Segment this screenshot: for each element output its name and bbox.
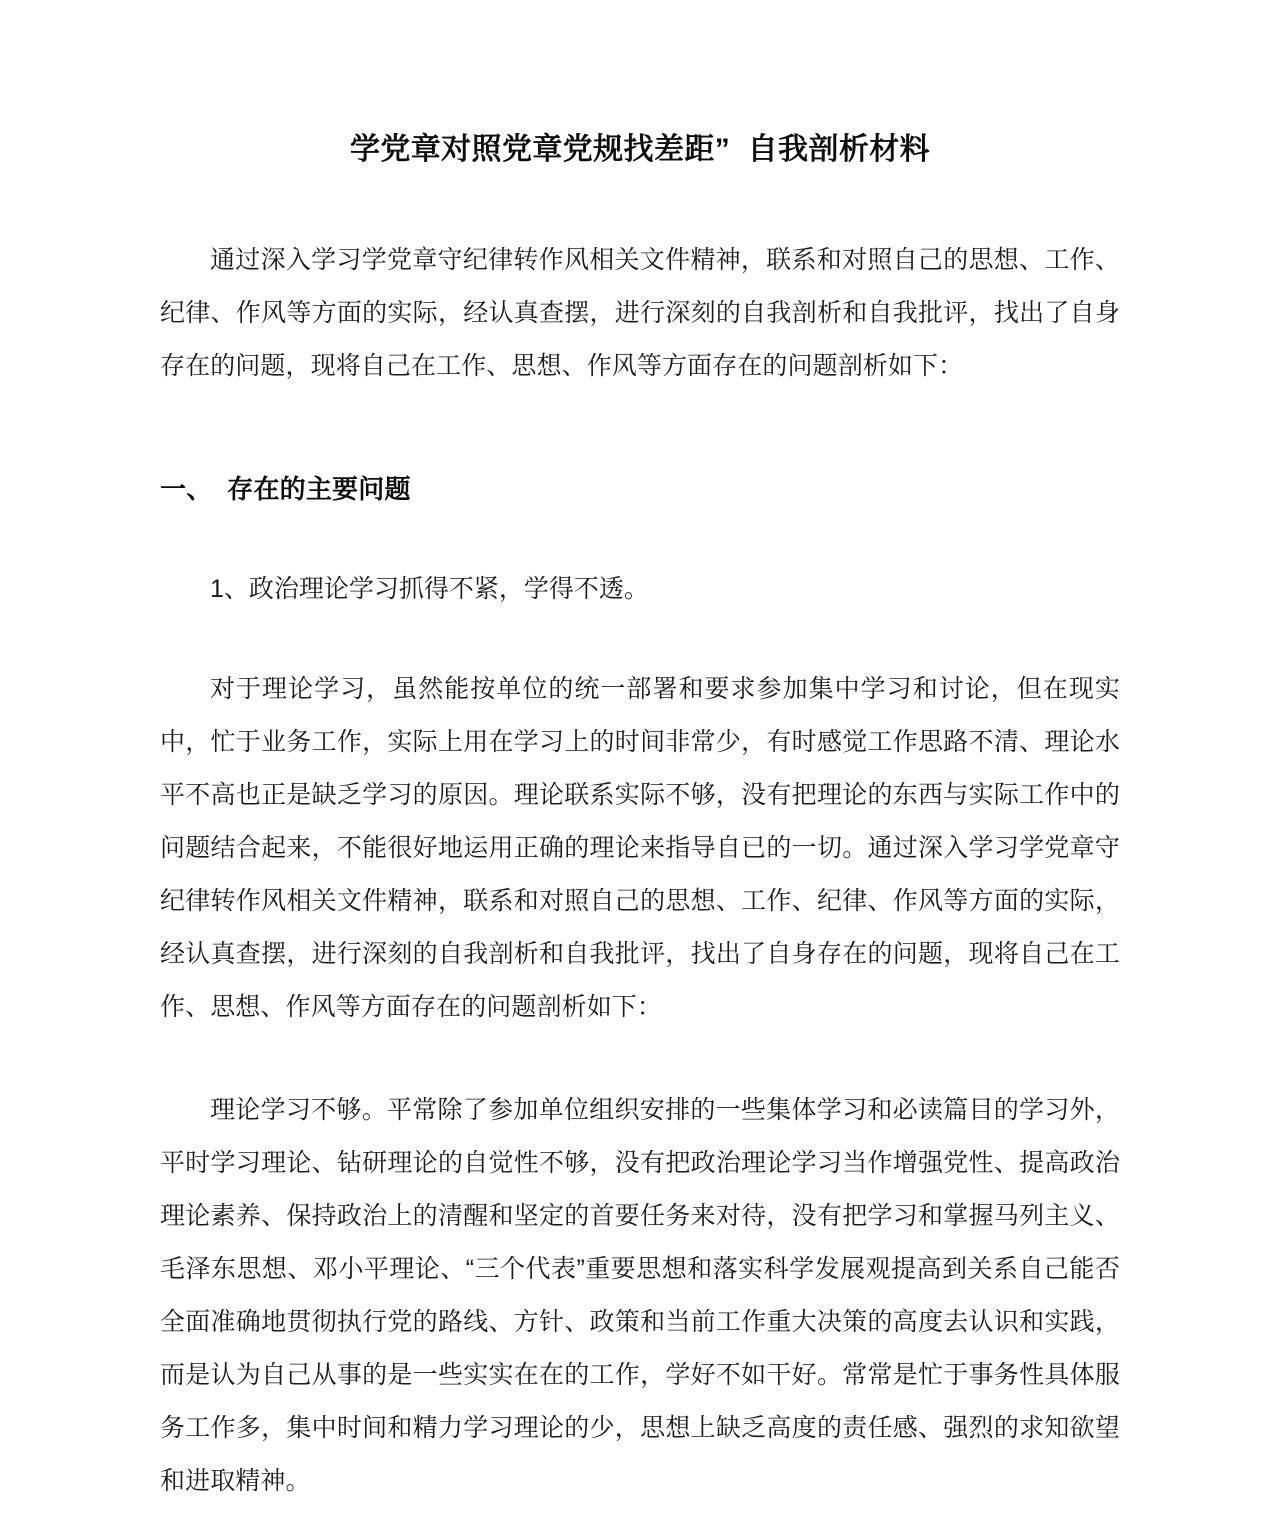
body-paragraph-1: 对于理论学习，虽然能按单位的统一部署和要求参加集中学习和讨论，但在现实中，忙于业务工作，实际上用在学习上的时间非常少，有时感觉工作思路不清、理论水平不高也正是缺乏学习的原因。理论联系实际不够，没有把理论的东西与实际工作中的问题结合起来，不能很好地运用正确的理论来指导自已的一切。通过深入学习学党章守纪律转作风相关文件精神，联系和对照自己的思想、工作、纪律、作风等方面的实际，经认真查摆，进行深刻的自我剖析和自我批评，找出了自身存在的问题，现将自己在工作、思想、作风等方面存在的问题剖析如下： [160,674,1120,1021]
section-heading-main-problems: 一、 存在的主要问题 [160,473,411,504]
intro-paragraph: 通过深入学习学党章守纪律转作风相关文件精神，联系和对照自己的思想、工作、纪律、作风等方面的实际，经认真查摆，进行深刻的自我剖析和自我批评，找出了自身存在的问题，现将自己在工作、思想、作风等方面存在的问题剖析如下： [160,245,1120,380]
document-title: 学党章对照党章党规找差距” 自我剖析材料 [349,133,931,166]
subsection-heading-1: 1、政治理论学习抓得不紧，学得不透。 [210,574,649,603]
body-paragraph-2: 理论学习不够。平常除了参加单位组织安排的一些集体学习和必读篇目的学习外，平时学习理论、钻研理论的自觉性不够，没有把政治理论学习当作增强党性、提高政治理论素养、保持政治上的清醒和坚定的首要任务来对待，没有把学习和掌握马列主义、毛泽东思想、邓小平理论、“三个代表”重要思想和落实科学发展观提高到关系自己能否全面准确地贯彻执行党的路线、方针、政策和当前工作重大决策的高度去认识和实践，而是认为自己从事的是一些实实在在的工作，学好不如干好。常常是忙于事务性具体服务工作多，集中时间和精力学习理论的少，思想上缺乏高度的责任感、强烈的求知欲望和进取精神。 [160,1095,1120,1495]
